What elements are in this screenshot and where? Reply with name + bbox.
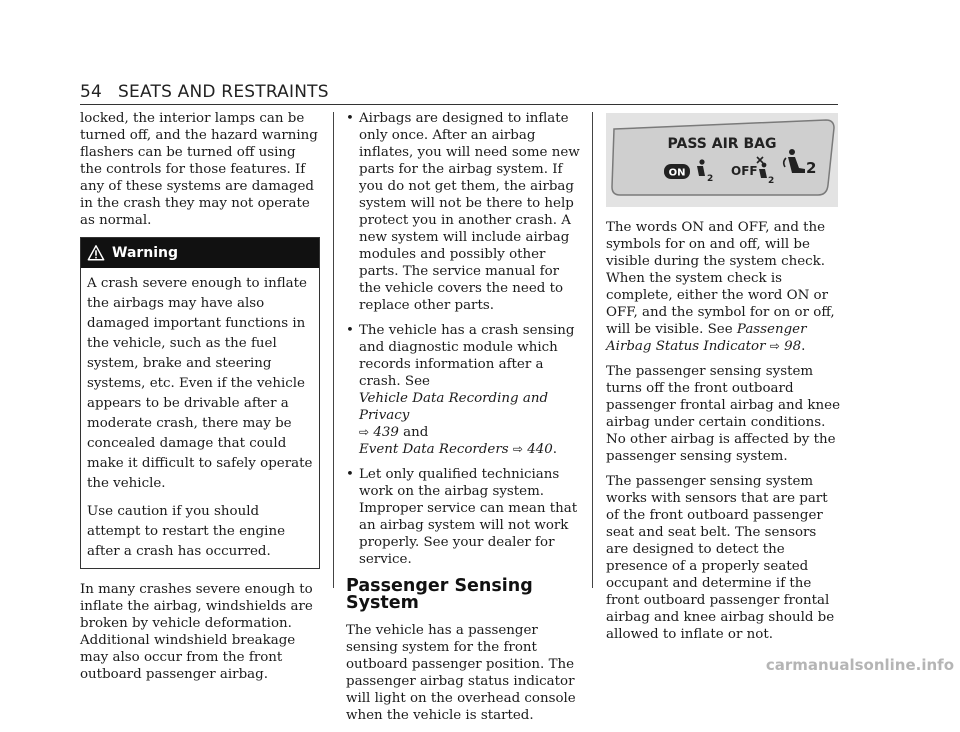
page-reference[interactable]: 439 xyxy=(373,425,399,440)
warning-paragraph: Use caution if you should attempt to restart the engine after a crash has occurred. xyxy=(87,504,286,559)
body-paragraph: The vehicle has a passenger sensing system for the front outboard passenger position. The passenger airbag status indicator will light on the overhead console when the vehicle is started. xyxy=(346,623,576,723)
page-reference[interactable]: 440 xyxy=(527,442,553,457)
column-divider xyxy=(333,112,334,588)
warning-body xyxy=(81,268,319,568)
page-number: 54 xyxy=(80,82,103,102)
cross-reference-link[interactable]: Vehicle Data Recording and Privacy xyxy=(359,391,549,423)
panel-seat-number: 2 xyxy=(806,159,817,177)
paragraph-text: The words ON and OFF, and the symbols for on and off, will be visible during the system check. When the system check is complete, either the word ON or OFF, and the symbol for on or off, will be visible. See xyxy=(606,220,835,337)
list-item xyxy=(346,110,582,314)
bullet-icon: • xyxy=(346,467,354,482)
watermark: carmanualsonline.info xyxy=(765,656,954,674)
bullet-icon: • xyxy=(346,323,354,338)
list-item: • The vehicle has a crash sensing and diagnostic module which records information after a crash. See Vehicle Data Recording and Privacy ⇨ 439 and Event Data Recorders ⇨ 440. xyxy=(346,323,575,457)
page-reference-icon: ⇨ xyxy=(359,425,370,439)
cross-reference-link[interactable]: Event Data Recorders xyxy=(359,442,509,457)
list-item xyxy=(346,466,582,568)
bullet-list xyxy=(346,110,582,568)
page-reference-icon: ⇨ xyxy=(769,339,780,353)
panel-on-label: ON xyxy=(668,167,686,179)
page-header xyxy=(80,82,329,102)
airbag-status-panel-image xyxy=(606,113,838,207)
section-name: SEATS AND RESTRAINTS xyxy=(118,82,329,102)
conjunction-text: and xyxy=(403,425,429,440)
list-item-text: Let only qualified technicians work on the airbag system. Improper service can mean that an airbag system will not work properly. See your dealer for service. xyxy=(359,467,578,567)
body-paragraph: In many crashes severe enough to inflate the airbag, windshields are broken by vehicle deformation. Additional windshield breakage may also occur from the front outboard passenger airbag. xyxy=(80,582,313,682)
warning-icon xyxy=(87,244,105,262)
page-reference-icon: ⇨ xyxy=(512,442,523,456)
warning-paragraph: A crash severe enough to inflate the airbags may have also damaged important functions in the vehicle, such as the fuel system, brake and steering systems, etc. Even if the vehicle appears to be drivable after a moderate crash, there may be concealed damage that could make it difficult to safely operate the vehicle. xyxy=(87,276,313,491)
panel-off-label: OFF xyxy=(731,164,758,178)
column-divider xyxy=(592,112,593,588)
warning-header xyxy=(81,238,319,268)
list-item-text: The vehicle has a crash sensing and diagnostic module which records information after a crash. See xyxy=(359,323,575,389)
body-paragraph: locked, the interior lamps can be turned off, and the hazard warning flashers can be turned off using the controls for those features. If any of these systems are damaged in the crash they may not operate as normal. xyxy=(80,111,318,228)
warning-box xyxy=(80,237,320,569)
body-paragraph: The passenger sensing system works with sensors that are part of the front outboard passenger seat and seat belt. The sensors are designed to detect the presence of a properly seated occupant and determine if the front outboard passenger frontal airbag and knee airbag should be allowed to inflate or not. xyxy=(606,474,835,642)
panel-sub-number: 2 xyxy=(768,176,775,186)
bullet-icon: • xyxy=(346,111,354,126)
column-middle xyxy=(346,110,582,732)
panel-sub-number: 2 xyxy=(707,174,714,184)
list-item-text: Airbags are designed to inflate only once. After an airbag inflates, you will need some new parts for the airbag system. If you do not get them, the airbag system will not be there to help protect you in another crash. A new system will include airbag modules and possibly other parts. The service manual for the vehicle covers the need to replace other parts. xyxy=(359,111,580,313)
body-paragraph: The words ON and OFF, and the symbols for on and off, will be visible during the system check. When the system check is complete, either the word ON or OFF, and the symbol for on or off, will be visible. See Passenger Airbag Status Indicator ⇨ 98. xyxy=(606,220,835,354)
cross-reference-link[interactable]: Passenger Airbag Status Indicator xyxy=(606,322,807,354)
section-heading: Passenger Sensing System xyxy=(346,576,533,613)
column-right xyxy=(606,110,841,651)
column-left xyxy=(80,110,320,691)
warning-title: Warning xyxy=(112,244,179,261)
header-rule xyxy=(80,104,838,105)
body-paragraph: The passenger sensing system turns off the front outboard passenger frontal airbag and knee airbag under certain conditions. No other airbag is affected by the passenger sensing system. xyxy=(606,364,841,464)
panel-label: PASS AIR BAG xyxy=(667,136,777,152)
page-reference[interactable]: 98 xyxy=(784,339,802,354)
